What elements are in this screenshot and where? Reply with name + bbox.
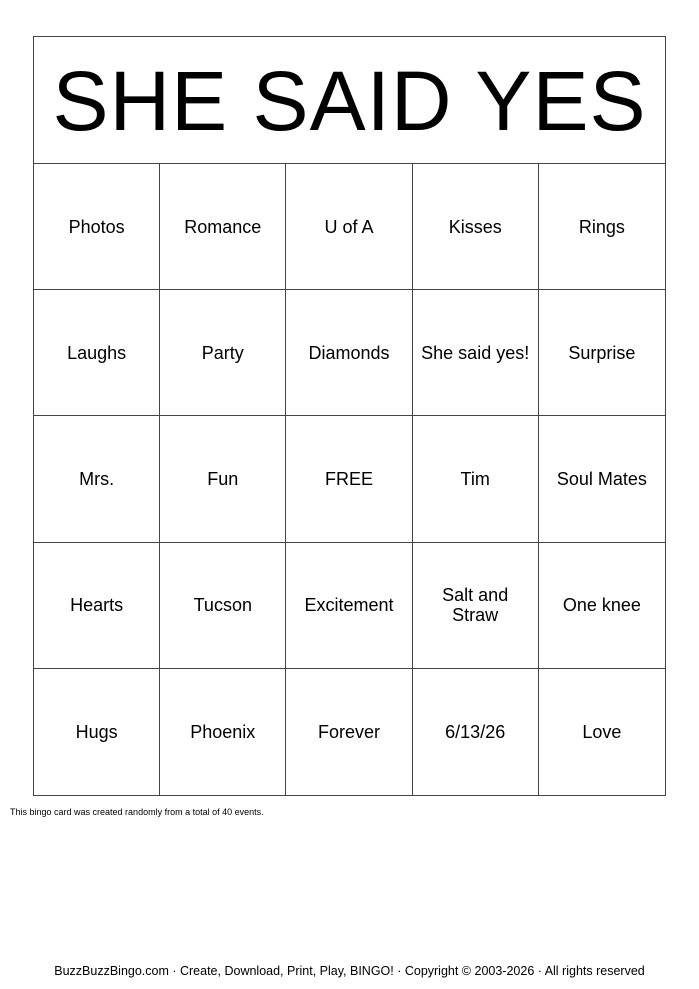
bingo-cell [286,669,412,795]
generation-note: This bingo card was created randomly from a total of 40 events. [10,807,264,817]
bingo-cell [539,290,665,416]
bingo-cell [34,290,160,416]
title-row [34,37,665,164]
cell-label: Mrs. [79,468,115,489]
cell-label: U of A [324,216,374,237]
cell-label: Love [582,721,622,742]
bingo-cell [160,416,286,542]
bingo-cell [413,669,539,795]
cell-label: Hugs [75,721,118,742]
bingo-cell [34,669,160,795]
bingo-cell [286,164,412,290]
cell-label: Fun [207,468,239,489]
cell-label: Soul Mates [556,468,647,489]
cell-label: Laughs [67,342,127,363]
cell-label: Romance [184,216,262,237]
cell-label: Photos [68,216,125,237]
cell-label: FREE [324,468,373,489]
bingo-cell [539,543,665,669]
cell-label: Rings [578,216,625,237]
cell-label: One knee [562,595,641,616]
free-space-cell [286,416,412,542]
bingo-cell [160,669,286,795]
bingo-cell [34,416,160,542]
bingo-cell [160,543,286,669]
cell-label: Kisses [448,216,502,237]
cell-label: Excitement [304,595,394,616]
bingo-cell [286,290,412,416]
bingo-cell [413,416,539,542]
cell-label: Phoenix [190,721,256,742]
bingo-cell [413,290,539,416]
bingo-cell [160,290,286,416]
bingo-cell [539,164,665,290]
cell-label: Forever [317,721,380,742]
cell-label: Salt and Straw [442,585,509,626]
cell-label: She said yes! [421,342,530,363]
bingo-card [33,36,666,796]
bingo-cell [34,543,160,669]
footer-copyright: BuzzBuzzBingo.com · Create, Download, Print, Play, BINGO! · Copyright © 2003-2026 · All rights reserved [54,964,645,978]
cell-label: 6/13/26 [445,721,506,742]
bingo-cell [413,543,539,669]
cell-label: Party [201,342,244,363]
cell-label: Surprise [568,342,636,363]
bingo-cell [286,543,412,669]
cell-label: Diamonds [308,342,390,363]
bingo-cell [413,164,539,290]
bingo-cell [160,164,286,290]
cell-label: Tucson [193,595,252,616]
bingo-cell [539,669,665,795]
bingo-cell [34,164,160,290]
bingo-cell [539,416,665,542]
bingo-grid [34,164,665,795]
cell-label: Tim [460,468,490,489]
card-title: SHE SAID YES [52,54,647,148]
cell-label: Hearts [70,595,124,616]
